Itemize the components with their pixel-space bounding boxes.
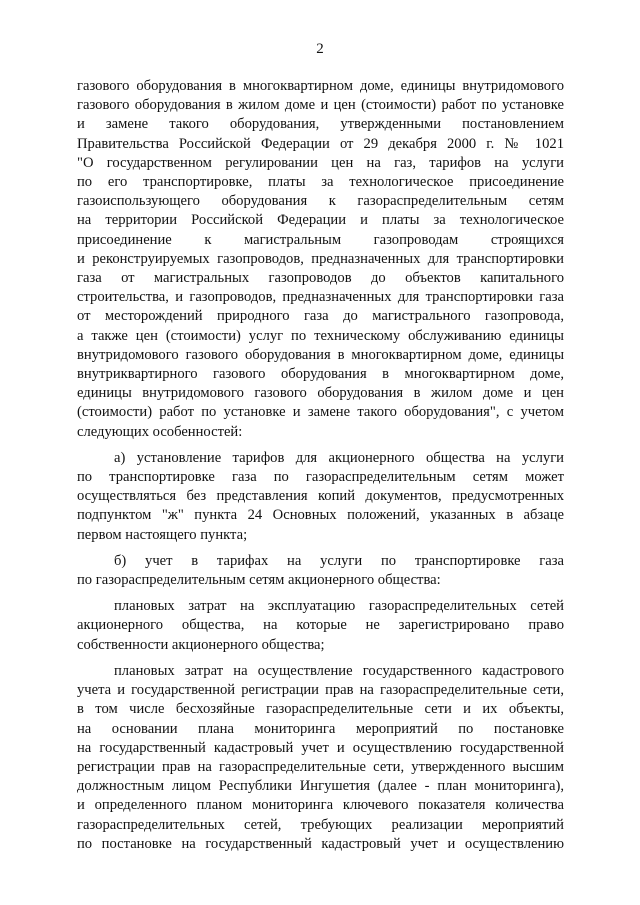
text-line: следующих особенностей: xyxy=(77,423,243,440)
text-line: по постановке на государственный кадастровый учет и осуществлению xyxy=(77,835,564,852)
paragraph xyxy=(77,662,564,854)
text-line: в том числе бесхозяйные газораспределительные сети и их объекты, xyxy=(77,701,564,718)
text-line: по транспортировке газа по газораспределительным сетям может xyxy=(77,469,564,486)
text-line: собственности акционерного общества; xyxy=(77,636,325,653)
text-line: и реконструируемых газопроводов, предназначенных для транспортировки xyxy=(77,250,564,267)
text-line: газораспределительных сетей, требующих реализации мероприятий xyxy=(77,816,564,833)
paragraph-gap xyxy=(77,655,564,662)
text-line: подпунктом "ж" пункта 24 Основных положений, указанных в абзаце xyxy=(77,507,564,524)
text-line: единицы внутридомового газового оборудования в жилом доме и цен xyxy=(77,385,564,402)
paragraph xyxy=(77,597,564,655)
text-line: акционерного общества, на которые не зарегистрировано право xyxy=(77,617,564,634)
text-line: газового оборудования в жилом доме и цен (стоимости) работ по установке xyxy=(77,97,564,114)
text-line: Правительства Российской Федерации от 29 декабря 2000 г. № 1021 xyxy=(77,135,564,152)
text-line: а) установление тарифов для акционерного общества на услуги xyxy=(114,449,564,466)
body-text xyxy=(77,77,564,854)
text-line: присоединение к магистральным газопроводам строящихся xyxy=(77,231,564,248)
text-line: внутридомового газового оборудования в многоквартирном доме, единицы xyxy=(77,346,564,363)
text-line: на территории Российской Федерации и платы за технологическое xyxy=(77,212,564,229)
text-line: "О государственном регулировании цен на газ, тарифов на услуги xyxy=(77,154,564,171)
text-line: на государственный кадастровый учет и осуществлению государственной xyxy=(77,739,564,756)
text-line: внутриквартирного газового оборудования в многоквартирном доме, xyxy=(77,366,564,383)
paragraph xyxy=(77,77,564,442)
text-line: на основании плана мониторинга мероприятий по постановке xyxy=(77,720,564,737)
text-line: б) учет в тарифах на услуги по транспортировке газа xyxy=(114,552,564,569)
text-line: газового оборудования в многоквартирном доме, единицы внутридомового xyxy=(77,78,564,94)
paragraph-gap xyxy=(77,590,564,597)
text-line: регистрации прав на газораспределительные сети, утвержденного высшим xyxy=(77,758,564,775)
paragraph-gap xyxy=(77,545,564,552)
text-line: и замене такого оборудования, утвержденными постановлением xyxy=(77,116,564,133)
text-line: должностным лицом Республики Ингушетия (далее - план мониторинга), xyxy=(77,778,564,795)
text-line: и определенного планом мониторинга ключевого показателя количества xyxy=(77,797,564,814)
text-line: (стоимости) работ по установке и замене такого оборудования", с учетом xyxy=(77,404,564,421)
paragraph xyxy=(77,552,564,590)
text-line: плановых затрат на осуществление государственного кадастрового xyxy=(114,662,564,679)
text-line: строительства, и газопроводов, предназначенных для транспортировки газа xyxy=(77,289,564,306)
text-line: осуществляться без представления копий документов, предусмотренных xyxy=(77,488,564,505)
text-line: первом настоящего пункта; xyxy=(77,526,248,543)
paragraph-gap xyxy=(77,442,564,449)
text-line: газоиспользующего оборудования к газораспределительным сетям xyxy=(77,193,564,210)
page-number: 2 xyxy=(316,41,324,57)
text-line: по его транспортировке, платы за технологическое присоединение xyxy=(77,174,564,191)
text-line: а также цен (стоимости) услуг по техническому обслуживанию единицы xyxy=(77,327,564,344)
paragraph xyxy=(77,449,564,545)
text-line: от месторождений природного газа до магистрального газопровода, xyxy=(77,308,564,325)
text-line: плановых затрат на эксплуатацию газораспределительных сетей xyxy=(114,598,564,615)
text-line: газа от магистральных газопроводов до объектов капитального xyxy=(77,270,564,287)
text-line: учета и государственной регистрации прав на газораспределительные сети, xyxy=(77,682,564,699)
text-line: по газораспределительным сетям акционерного общества: xyxy=(77,572,441,589)
